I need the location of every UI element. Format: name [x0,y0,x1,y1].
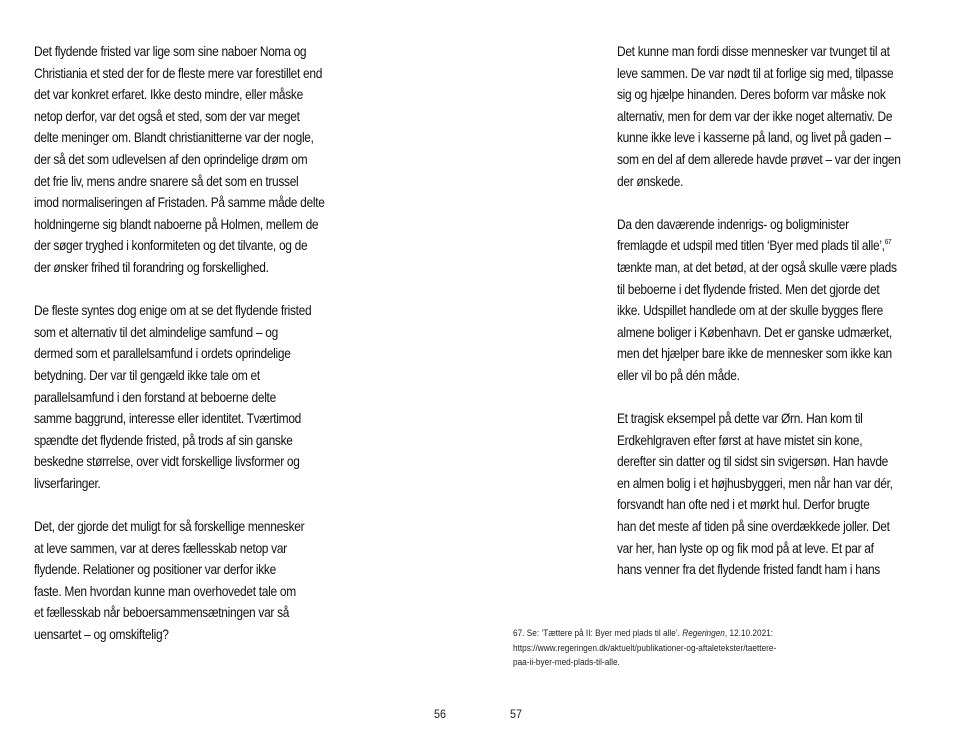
text-line: imod normaliseringen af Fristaden. På samme måde delte [34,195,325,211]
footnote-text: Se: ‘Tættere på II: Byer med plads til alle’. [524,628,683,639]
footnote-reference[interactable]: 67 [884,237,892,247]
text-line: det frie liv, mens andre snarere så det som en trussel [34,173,299,189]
paragraph [34,300,351,494]
right-page-body [617,41,944,602]
text-line: Christiania et sted der for de fleste mere var forestillet end [34,65,323,81]
paragraph [34,41,351,279]
text-line: netop derfor, var det også et sted, som der var meget [34,108,300,124]
text-line: Erdkehlgraven efter først at have mistet sin kone, [617,432,863,448]
text-line: han det meste af tiden på sine overdækkede joller. Det [617,519,890,535]
text-line: et fællesskab når beboersammensætningen var så [34,605,290,621]
footnote-url-continued[interactable]: paa-ii-byer-med-plads-til-alle. [513,657,620,668]
text-line: derefter sin datter og til sidst sin svigersøn. Han havde [617,454,889,470]
paragraph [34,516,351,646]
footnote-citation [513,627,857,642]
text-line: en almen bolig i et højhusbyggeri, men når han var dér, [617,475,893,491]
text-line: var her, han lyste op og fik mod på at leve. Et par af [617,540,874,556]
text-line: men det hjælper bare ikke de mennesker som ikke kan [617,346,892,362]
text-line: spændte det flydende fristed, på trods af sin ganske [34,432,293,448]
text-line: til beboerne i det flydende fristed. Men det gjorde det [617,281,880,297]
text-line: Det flydende fristed var lige som sine naboer Noma og [34,44,307,59]
text-line: livserfaringer. [34,475,101,491]
text-line: der søger tryghed i konformiteten og det tilvante, og de [34,238,308,254]
text-line: Det kunne man fordi disse mennesker var tvunget til at [617,44,890,59]
text-line: samme baggrund, interesse eller identitet. Tværtimod [34,411,302,427]
text-line: almene boliger i København. Det er ganske udmærket, [617,324,892,340]
text-line: hans venner fra det flydende fristed fandt ham i hans [617,562,880,578]
text-line: der ønsker frihed til forandring og forskellighed. [34,259,269,275]
text-line: betydning. Der var til gengæld ikke tale om et [34,367,260,383]
text-line: Et tragisk eksempel på dette var Ørn. Han kom til [617,411,863,427]
footnote-date: , 12.10.2021: [724,628,774,639]
footnote-number: 67. [513,628,525,639]
page-number: 57 [510,707,523,721]
text-line: ikke. Udspillet handlede om at der skulle bygges flere [617,303,883,319]
text-line: kunne ikke leve i kasserne på land, og livet på gaden – [617,130,891,146]
text-line: Det, der gjorde det muligt for så forskellige mennesker [34,519,305,535]
text-line: som en del af dem allerede havde prøvet – var der ingen [617,151,901,167]
text-line: holdningerne sig blandt naboerne på Holmen, mellem de [34,216,319,232]
text-line: tænkte man, at det betød, at der også skulle være plads [617,259,897,275]
text-line: faste. Men hvordan kunne man overhovedet tale om [34,583,296,599]
footnote [513,627,857,671]
paragraph [617,214,944,387]
page-number: 56 [434,707,447,721]
footnote-url[interactable]: https://www.regeringen.dk/aktuelt/publikationer-og-aftaletekster/taettere- [513,642,777,654]
text-line: beskedne størrelse, over vidt forskellige livsformer og [34,454,300,470]
paragraph [617,41,944,192]
text-line: leve sammen. De var nødt til at forlige sig med, tilpasse [617,65,894,81]
text-fragment: fremlagde et udspil med titlen ‘Byer med plads til alle’, [617,238,885,254]
text-line: der så det som udlevelsen af den oprindelige drøm om [34,151,308,167]
right-page [480,0,960,754]
text-line: alternativ, men for dem var der ikke noget alternativ. De [617,108,893,124]
text-line: eller vil bo på dén måde. [617,367,740,383]
text-line [617,235,944,257]
text-line: som et alternativ til det almindelige samfund – og [34,324,278,340]
text-line: parallelsamfund i den forstand at beboerne delte [34,389,276,405]
paragraph [617,408,944,581]
text-line: dermed som et parallelsamfund i ordets oprindelige [34,346,291,362]
text-line: forsvandt han ofte ned i et mørkt hul. Derfor brugte [617,497,870,513]
footnote-source: Regeringen [682,628,725,639]
text-line: uensartet – og omskiftelig? [34,627,169,643]
text-line: delte meninger om. Blandt christianitterne var der nogle, [34,130,314,146]
text-line: Da den daværende indenrigs- og boligminister [617,216,849,232]
text-line: De fleste syntes dog enige om at se det flydende fristed [34,303,312,319]
text-line: at leve sammen, var at deres fællesskab netop var [34,540,287,556]
text-line: sig og hjælpe hinanden. Deres boform var måske nok [617,87,886,103]
text-line: flydende. Relationer og positioner var derfor ikke [34,562,276,578]
text-line: det var konkret erfaret. Ikke desto mindre, eller måske [34,87,303,103]
text-line: der ønskede. [617,173,684,189]
left-page-body [34,41,351,667]
